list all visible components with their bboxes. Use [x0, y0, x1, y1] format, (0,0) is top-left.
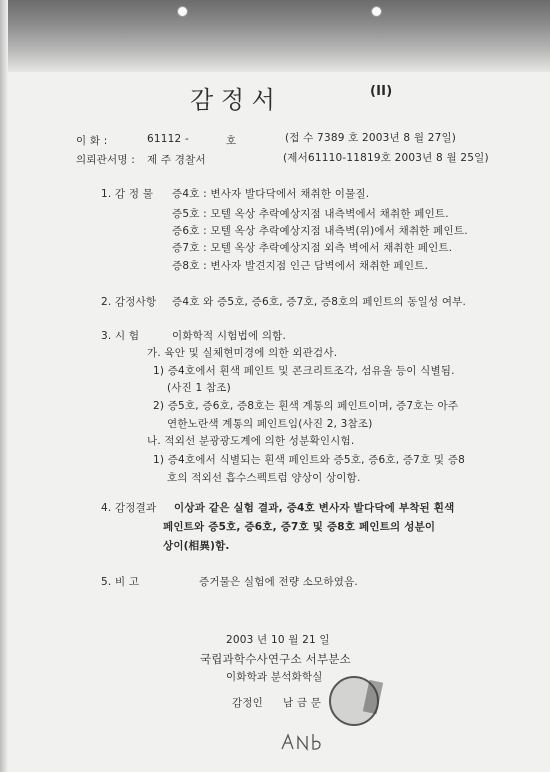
receipt-info: (접 수 7389 호 2003년 8 월 27일) — [285, 132, 457, 144]
test-b-heading: 나. 적외선 분광광도계에 의한 성분확인시험. — [147, 435, 355, 447]
test-a-heading: 가. 육안 및 실체현미경에 의한 외관검사. — [147, 347, 338, 359]
department-name: 이화학과 분석화학실 — [226, 671, 323, 683]
result-line-2: 페인트와 증5호, 증6호, 증7호 및 증8호 페인트의 성분이 — [163, 521, 436, 533]
institute-name: 국립과학수사연구소 서부분소 — [200, 652, 351, 666]
section-5-label: 5. 비 고 — [101, 576, 140, 588]
punch-hole — [177, 6, 188, 17]
section-3-text: 이화학적 시험법에 의함. — [172, 330, 287, 342]
examiner-name: 남 금 문 — [283, 697, 322, 709]
section-2-label: 2. 감정사항 — [101, 296, 157, 308]
examiner-label: 감정인 — [232, 697, 264, 709]
section-3-label: 3. 시 험 — [101, 330, 140, 342]
test-b1-note: 호의 적외선 흡수스펙트럼 양상이 상이함. — [167, 472, 361, 484]
result-line-1: 이상과 같은 실험 결과, 증4호 변사자 발다닥에 부착된 흰색 — [174, 502, 455, 514]
evidence-line: 증4호 : 변사자 발다닥에서 채취한 이물질. — [172, 188, 370, 200]
punch-hole — [371, 6, 382, 17]
evidence-line: 증8호 : 변사자 발견지점 인근 담벽에서 채취한 페인트. — [172, 260, 429, 272]
section-1-label: 1. 감 정 물 — [101, 188, 154, 200]
test-b1-line: 1) 증4호에서 식별되는 흰색 페인트와 증5호, 증6호, 증7호 및 증8 — [153, 454, 466, 466]
report-date: 2003 년 10 월 21 일 — [226, 634, 330, 646]
test-a1-note: (사진 1 참조) — [167, 382, 231, 394]
ref-value: 61112 - — [147, 133, 189, 145]
test-a2-note: 연한노란색 계통의 페인트임(사진 2, 3참조) — [167, 418, 373, 430]
test-a1-line: 1) 증4호에서 흰색 페인트 및 콘크리트조각, 섬유울 등이 식별됨. — [153, 365, 455, 377]
requester-label: 의뢰관서명 : — [76, 154, 135, 166]
request-number: (제서61110-11819호 2003년 8 월 25일) — [283, 152, 489, 164]
section-2-text: 증4호 와 증5호, 증6호, 증7호, 증8호의 페인트의 동일성 여부. — [172, 296, 467, 308]
result-line-3: 상이(相異)함. — [163, 540, 230, 552]
remarks-text: 증거물은 실험에 전량 소모하였음. — [199, 576, 358, 588]
title-mark: (II) — [370, 84, 393, 99]
evidence-line: 증6호 : 모텔 옥상 추락예상지점 내측벽(위)에서 채취한 페인트. — [172, 225, 468, 237]
ref-suffix: 호 — [226, 135, 237, 147]
handwritten-note — [280, 731, 340, 753]
test-a2-line: 2) 증5호, 증6호, 증8호는 흰색 계통의 페인트이며, 증7호는 아주 — [153, 400, 459, 412]
requester-value: 제 주 경찰서 — [147, 154, 206, 166]
scan-header-shadow — [0, 0, 550, 72]
section-4-label: 4. 감정결과 — [101, 502, 157, 514]
ref-label: 이 화 : — [76, 135, 108, 147]
evidence-line: 증5호 : 모텔 옥상 추락예상지점 내측벽에서 채취한 페인트. — [172, 208, 449, 220]
scan-edge-shadow — [0, 0, 8, 772]
document-title: 감 정 서 — [190, 86, 275, 114]
evidence-line: 증7호 : 모텔 옥상 추락예상지점 외측 벽에서 채취한 페인트. — [172, 242, 453, 254]
